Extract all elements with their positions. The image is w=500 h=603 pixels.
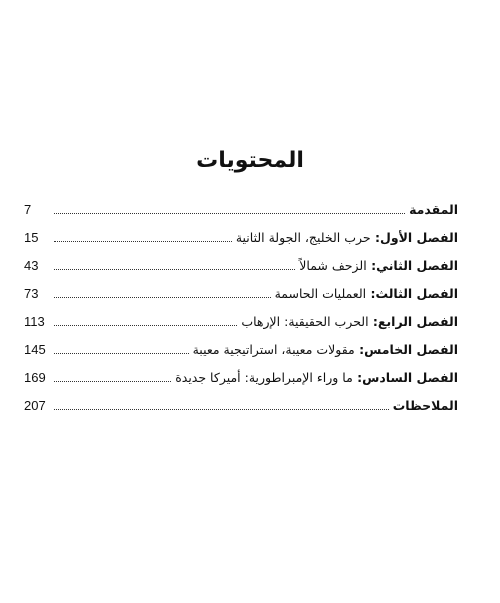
toc-entry-chapter-2: [24, 258, 458, 286]
toc-entry-label: الفصل الرابع: [377, 314, 458, 329]
label-separator: :: [366, 258, 377, 273]
toc-page-number: 169: [24, 370, 46, 385]
toc-page-number: 113: [24, 314, 45, 329]
toc-page-number: 207: [24, 398, 46, 413]
dot-leader: [54, 269, 295, 270]
toc-entry-label: الفصل الأول: [379, 230, 458, 245]
toc-entry-notes: [24, 398, 458, 426]
toc-entry-title: مقولات معيبة، استراتيجية معيبة: [192, 342, 355, 357]
toc-entry-text: [175, 370, 458, 385]
toc-entry-label: الفصل السادس: [362, 370, 458, 385]
toc-entry-title: الزحف شمالاً: [299, 258, 367, 273]
toc-page-number: 73: [24, 286, 39, 301]
toc-entry-text: [236, 230, 458, 245]
toc-entry-text: [193, 342, 458, 357]
toc-entry-text: [393, 398, 458, 413]
dot-leader: [54, 325, 237, 326]
toc-entry-label: الفصل الثالث: [375, 286, 458, 301]
toc-entry-label: الفصل الخامس: [364, 342, 458, 357]
toc-entry-text: [241, 314, 458, 329]
toc-entry-title: العمليات الحاسمة: [274, 286, 367, 301]
dot-leader: [54, 353, 189, 354]
toc-entry-chapter-3: [24, 286, 458, 314]
dot-leader: [54, 297, 271, 298]
toc-page-number: 43: [24, 258, 39, 273]
dot-leader: [54, 213, 405, 214]
toc-entry-title: ما وراء الإمبراطورية: أميركا جديدة: [175, 370, 353, 385]
toc-entry-label: الفصل الثاني: [376, 258, 458, 273]
toc-page-number: 145: [24, 342, 46, 357]
table-of-contents: [24, 202, 458, 426]
toc-entry-title: الحرب الحقيقية: الإرهاب: [241, 314, 369, 329]
toc-entry-chapter-4: [24, 314, 458, 342]
label-separator: :: [366, 286, 376, 301]
toc-entry-title: حرب الخليج، الجولة الثانية: [235, 230, 371, 245]
label-separator: :: [368, 314, 378, 329]
dot-leader: [54, 409, 389, 410]
toc-entry-text: [275, 286, 458, 301]
label-separator: :: [352, 370, 363, 385]
label-separator: :: [354, 342, 365, 357]
toc-entry-chapter-5: [24, 342, 458, 370]
toc-entry-label: الملاحظات: [392, 398, 458, 413]
toc-entry-chapter-1: [24, 230, 458, 258]
toc-entry-chapter-6: [24, 370, 458, 398]
toc-entry-introduction: [24, 202, 458, 230]
toc-entry-text: [409, 202, 458, 217]
toc-page-number: 15: [24, 230, 39, 245]
toc-page-number: 7: [24, 202, 32, 217]
dot-leader: [54, 241, 232, 242]
toc-entry-label: المقدمة: [409, 202, 458, 217]
toc-entry-text: [299, 258, 458, 273]
dot-leader: [54, 381, 171, 382]
label-separator: :: [370, 230, 380, 245]
page-title: المحتويات: [196, 148, 304, 173]
